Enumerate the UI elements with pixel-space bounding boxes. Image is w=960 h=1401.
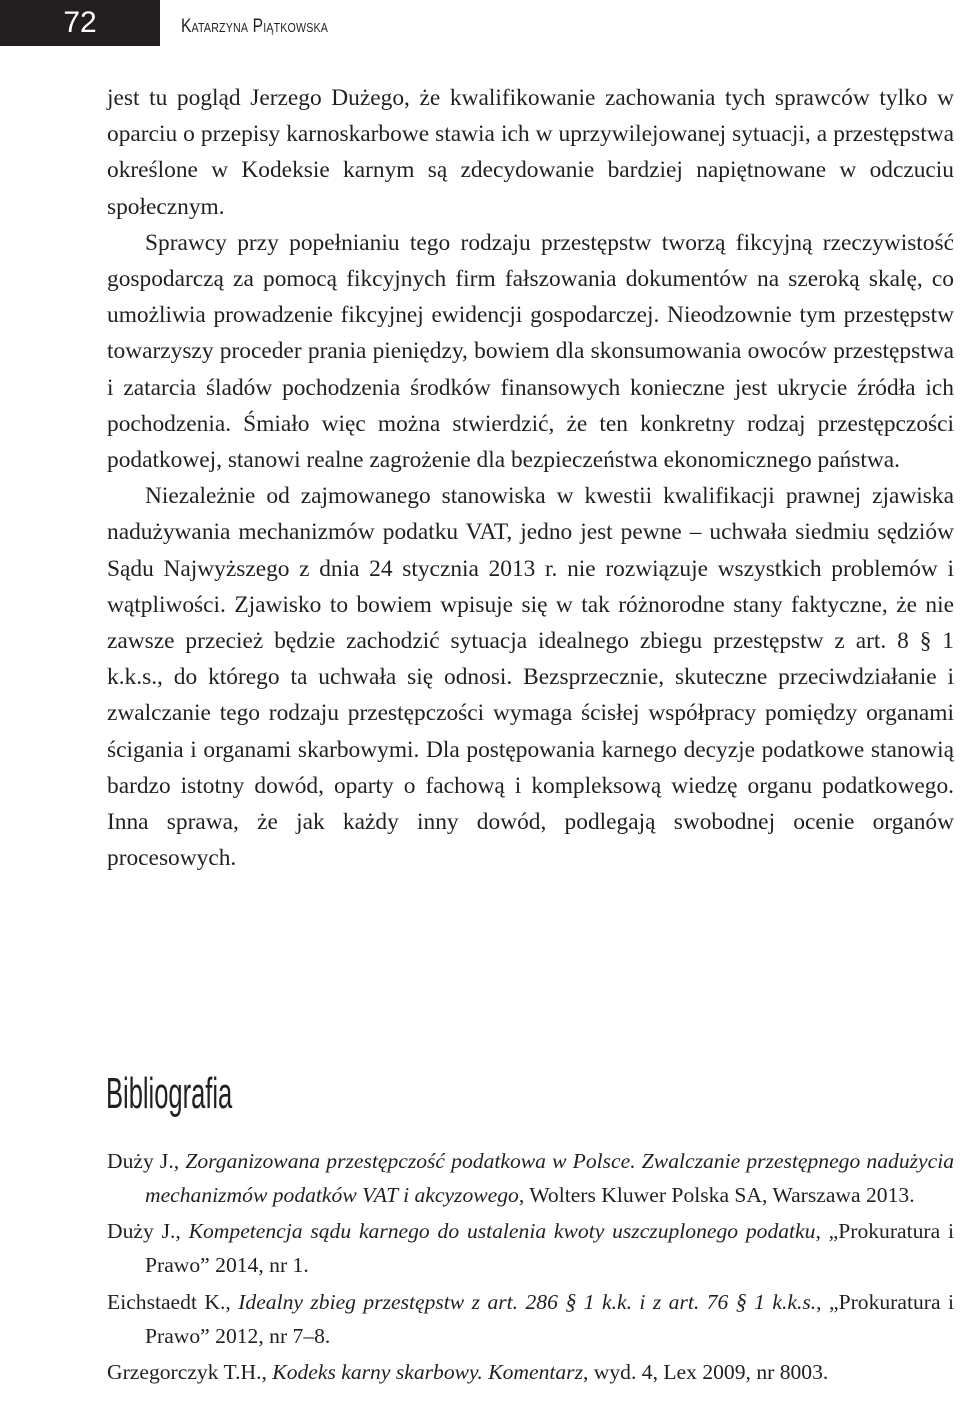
bib-entry [107, 1215, 954, 1282]
bib-entry [107, 1356, 954, 1390]
bib-title: Kodeks karny skarbowy. Komentarz [272, 1360, 583, 1384]
body-text [107, 80, 954, 876]
bib-author: Duży J., [107, 1149, 180, 1173]
bib-title: Kompetencja sądu karnego do ustalenia kwoty uszczuplonego podatku [188, 1219, 816, 1243]
bib-publication: , „Prokuratura i Prawo” 2012, nr 7–8. [145, 1290, 954, 1348]
bib-publication: , Wolters Kluwer Polska SA, Warszawa 2013. [518, 1182, 915, 1207]
section-sign: § [735, 1289, 747, 1314]
bib-entry [107, 1145, 954, 1212]
bib-entry [107, 1285, 954, 1353]
bib-title-part: 1 k.k.s. [754, 1290, 817, 1314]
page-header [0, 0, 960, 46]
paragraph-2: Sprawcy przy popełnianiu tego rodzaju przestępstw tworzą fikcyjną rzeczywistość gospodarczą za pomocą fikcyjnych firm fałszowania dokumentów na szeroką skalę, co umożliwia prowadzenie fikcyjnej ewidencji gospodarczej. Nieodzownie tym przestępstw towarzyszy proceder prania pieniędzy, bowiem dla skonsumowania owoców przestępstwa i zatarcia śladów pochodzenia środków finansowych konieczne jest ukrycie źródła ich pochodzenia. Śmiało więc można stwierdzić, że ten konkretny rodzaj przestępczości podatkowej, stanowi realne zagrożenie dla bezpieczeństwa ekonomicznego państwa. [107, 229, 954, 474]
bib-title-part: 1 k.k. i z art. 76 [583, 1290, 729, 1314]
bib-author: Duży J., [107, 1219, 181, 1243]
bib-author: Grzegorczyk T.H., [107, 1360, 267, 1384]
bib-publication: , „Prokuratura i Prawo” 2014, nr 1. [145, 1219, 954, 1277]
bib-publication: , wyd. 4, Lex 2009, nr 8003. [582, 1360, 829, 1384]
bibliography-list [107, 1145, 954, 1390]
running-head-author: Katarzyna Piątkowska [181, 16, 329, 37]
paragraph-1: jest tu pogląd Jerzego Dużego, że kwalifikowanie zachowania tych sprawców tylko w oparciu o przepisy karnoskarbowe stawia ich w uprzywilejowanej sytuacji, a przestępstwa określone w Kodeksie karnym są zdecydowanie bardziej napiętnowane w odczuciu społecznym. [107, 85, 954, 220]
bibliography-heading: Bibliografia [106, 1069, 233, 1118]
paragraph-3: Niezależnie od zajmowanego stanowiska w kwestii kwalifikacji prawnej zjawiska nadużywania mechanizmów podatku VAT, jedno jest pewne – uchwała siedmiu sędziów Sądu Najwyższego z dnia 24 stycznia 2013 r. nie rozwiązuje wszystkich problemów i wątpliwości. Zjawisko to bowiem wpisuje się w tak różnorodne stany faktyczne, że nie zawsze przecież będzie zachodzić sytuacja idealnego zbiegu przestępstw z art. 8 § 1 k.k.s., do którego ta uchwała się odnosi. Bezsprzecznie, skuteczne przeciwdziałanie i zwalczanie tego rodzaju przestępczości wymaga ścisłej współpracy pomiędzy organami ścigania i organami skarbowymi. Dla postępowania karnego decyzje podatkowe stanowią bardzo istotny dowód, oparty o fachową i kompleksową wiedzę organu podatkowego. Inna sprawa, że jak każdy inny dowód, podlegają swobodnej ocenie organów procesowych. [107, 483, 954, 872]
bib-title-part: Idealny zbieg przestępstw z art. 286 [238, 1290, 558, 1314]
section-sign: § [565, 1289, 577, 1314]
bib-title [238, 1290, 816, 1314]
bib-author: Eichstaedt K., [107, 1290, 231, 1314]
page-number: 72 [0, 0, 160, 46]
bib-title: Zorganizowana przestępczość podatkowa w Polsce. Zwalczanie przestępnego nadużycia mechanizmów podatków VAT i akcyzowego [145, 1149, 954, 1207]
